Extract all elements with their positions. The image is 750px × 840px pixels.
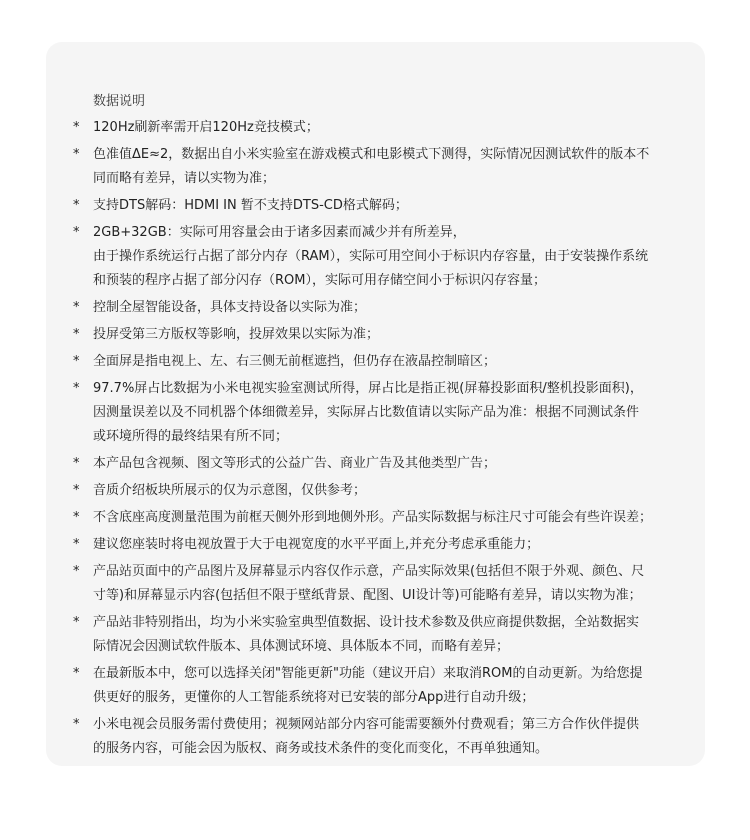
note-text-line: 97.7%屏占比数据为小米电视实验室测试所得，屏占比是指正视(屏幕投影面积/整机投影面积)， xyxy=(93,381,643,396)
bullet-marker: * xyxy=(73,717,80,732)
bullet-marker: * xyxy=(73,564,80,579)
note-item xyxy=(0,323,683,347)
note-item xyxy=(0,194,683,218)
note-text-line: 寸等)和屏幕显示内容(包括但不限于壁纸背景、配图、UI设计等)可能略有差异，请以实物为准； xyxy=(93,588,642,603)
note-text-line: 或环境所得的最终结果有所不同； xyxy=(93,429,289,444)
bullet-marker: * xyxy=(73,354,80,369)
bullet-marker: * xyxy=(73,327,80,342)
bullet-marker: * xyxy=(73,381,80,396)
note-item xyxy=(0,143,683,191)
section-heading: 数据说明 xyxy=(93,94,146,109)
bullet-marker: * xyxy=(73,666,80,681)
note-item xyxy=(0,377,683,449)
note-text-line: 因测量误差以及不同机器个体细微差异，实际屏占比数值请以实际产品为准：根据不同测试条件 xyxy=(93,405,640,420)
note-item xyxy=(0,611,683,659)
bullet-marker: * xyxy=(73,198,80,213)
note-text-line: 由于操作系统运行占据了部分内存（RAM），实际可用空间小于标识内存容量，由于安装操作系统 xyxy=(93,249,649,264)
note-item xyxy=(0,452,683,476)
bullet-marker: * xyxy=(73,537,80,552)
note-text-line: 120Hz刷新率需开启120Hz竞技模式； xyxy=(93,120,319,135)
note-text-line: 和预装的程序占据了部分闪存（ROM），实际可用存储空间小于标识闪存容量； xyxy=(93,273,546,288)
note-item xyxy=(0,116,683,140)
note-text-line: 产品站页面中的产品图片及屏幕显示内容仅作示意，产品实际效果(包括但不限于外观、颜色、尺 xyxy=(93,564,645,579)
note-text-line: 投屏受第三方版权等影响，投屏效果以实际为准； xyxy=(93,327,380,342)
bullet-marker: * xyxy=(73,225,80,240)
note-item xyxy=(0,350,683,374)
note-text-line: 不含底座高度测量范围为前框天侧外形到地侧外形。产品实际数据与标注尺寸可能会有些许误差； xyxy=(93,510,653,525)
note-text-line: 小米电视会员服务需付费使用；视频网站部分内容可能需要额外付费观看；第三方合作伙伴提供 xyxy=(93,717,640,732)
bullet-marker: * xyxy=(73,483,80,498)
bullet-marker: * xyxy=(73,510,80,525)
notes-list xyxy=(0,116,750,764)
bullet-marker: * xyxy=(73,120,80,135)
note-text-line: 控制全屋智能设备，具体支持设备以实际为准； xyxy=(93,300,367,315)
note-text-line: 本产品包含视频、图文等形式的公益广告、商业广告及其他类型广告； xyxy=(93,456,497,471)
note-text-line: 支持DTS解码：HDMI IN 暂不支持DTS-CD格式解码； xyxy=(93,198,408,213)
note-text-line: 在最新版本中，您可以选择关闭"智能更新"功能（建议开启）来取消ROM的自动更新。为给您提 xyxy=(93,666,643,681)
note-item xyxy=(0,506,683,530)
note-text-line: 音质介绍板块所展示的仅为示意图，仅供参考； xyxy=(93,483,367,498)
note-text-line: 2GB+32GB：实际可用容量会由于诸多因素而减少并有所差异， xyxy=(93,225,466,240)
bullet-marker: * xyxy=(73,615,80,630)
note-item xyxy=(0,560,683,608)
note-item xyxy=(0,662,683,710)
note-item xyxy=(0,221,683,293)
note-text-line: 际情况会因测试软件版本、具体测试环境、具体版本不同，而略有差异； xyxy=(93,639,510,654)
note-item xyxy=(0,533,683,557)
bullet-marker: * xyxy=(73,147,80,162)
note-text-line: 供更好的服务，更懂你的人工智能系统将对已安装的部分App进行自动升级； xyxy=(93,690,535,705)
note-text-line: 同而略有差异，请以实物为准； xyxy=(93,171,276,186)
note-text-line: 的服务内容，可能会因为版权、商务或技术条件的变化而变化，不再单独通知。 xyxy=(93,741,549,756)
bullet-marker: * xyxy=(73,300,80,315)
note-text-line: 色准值ΔE≈2，数据出自小米实验室在游戏模式和电影模式下测得，实际情况因测试软件的版本不 xyxy=(93,147,650,162)
note-item xyxy=(0,713,683,761)
note-text-line: 产品站非特别指出，均为小米实验室典型值数据、设计技术参数及供应商提供数据，全站数据实 xyxy=(93,615,640,630)
note-item xyxy=(0,296,683,320)
note-item xyxy=(0,479,683,503)
bullet-marker: * xyxy=(73,456,80,471)
note-text-line: 建议您座装时将电视放置于大于电视宽度的水平平面上,并充分考虑承重能力； xyxy=(93,537,540,552)
note-text-line: 全面屏是指电视上、左、右三侧无前框遮挡，但仍存在液晶控制暗区； xyxy=(93,354,497,369)
